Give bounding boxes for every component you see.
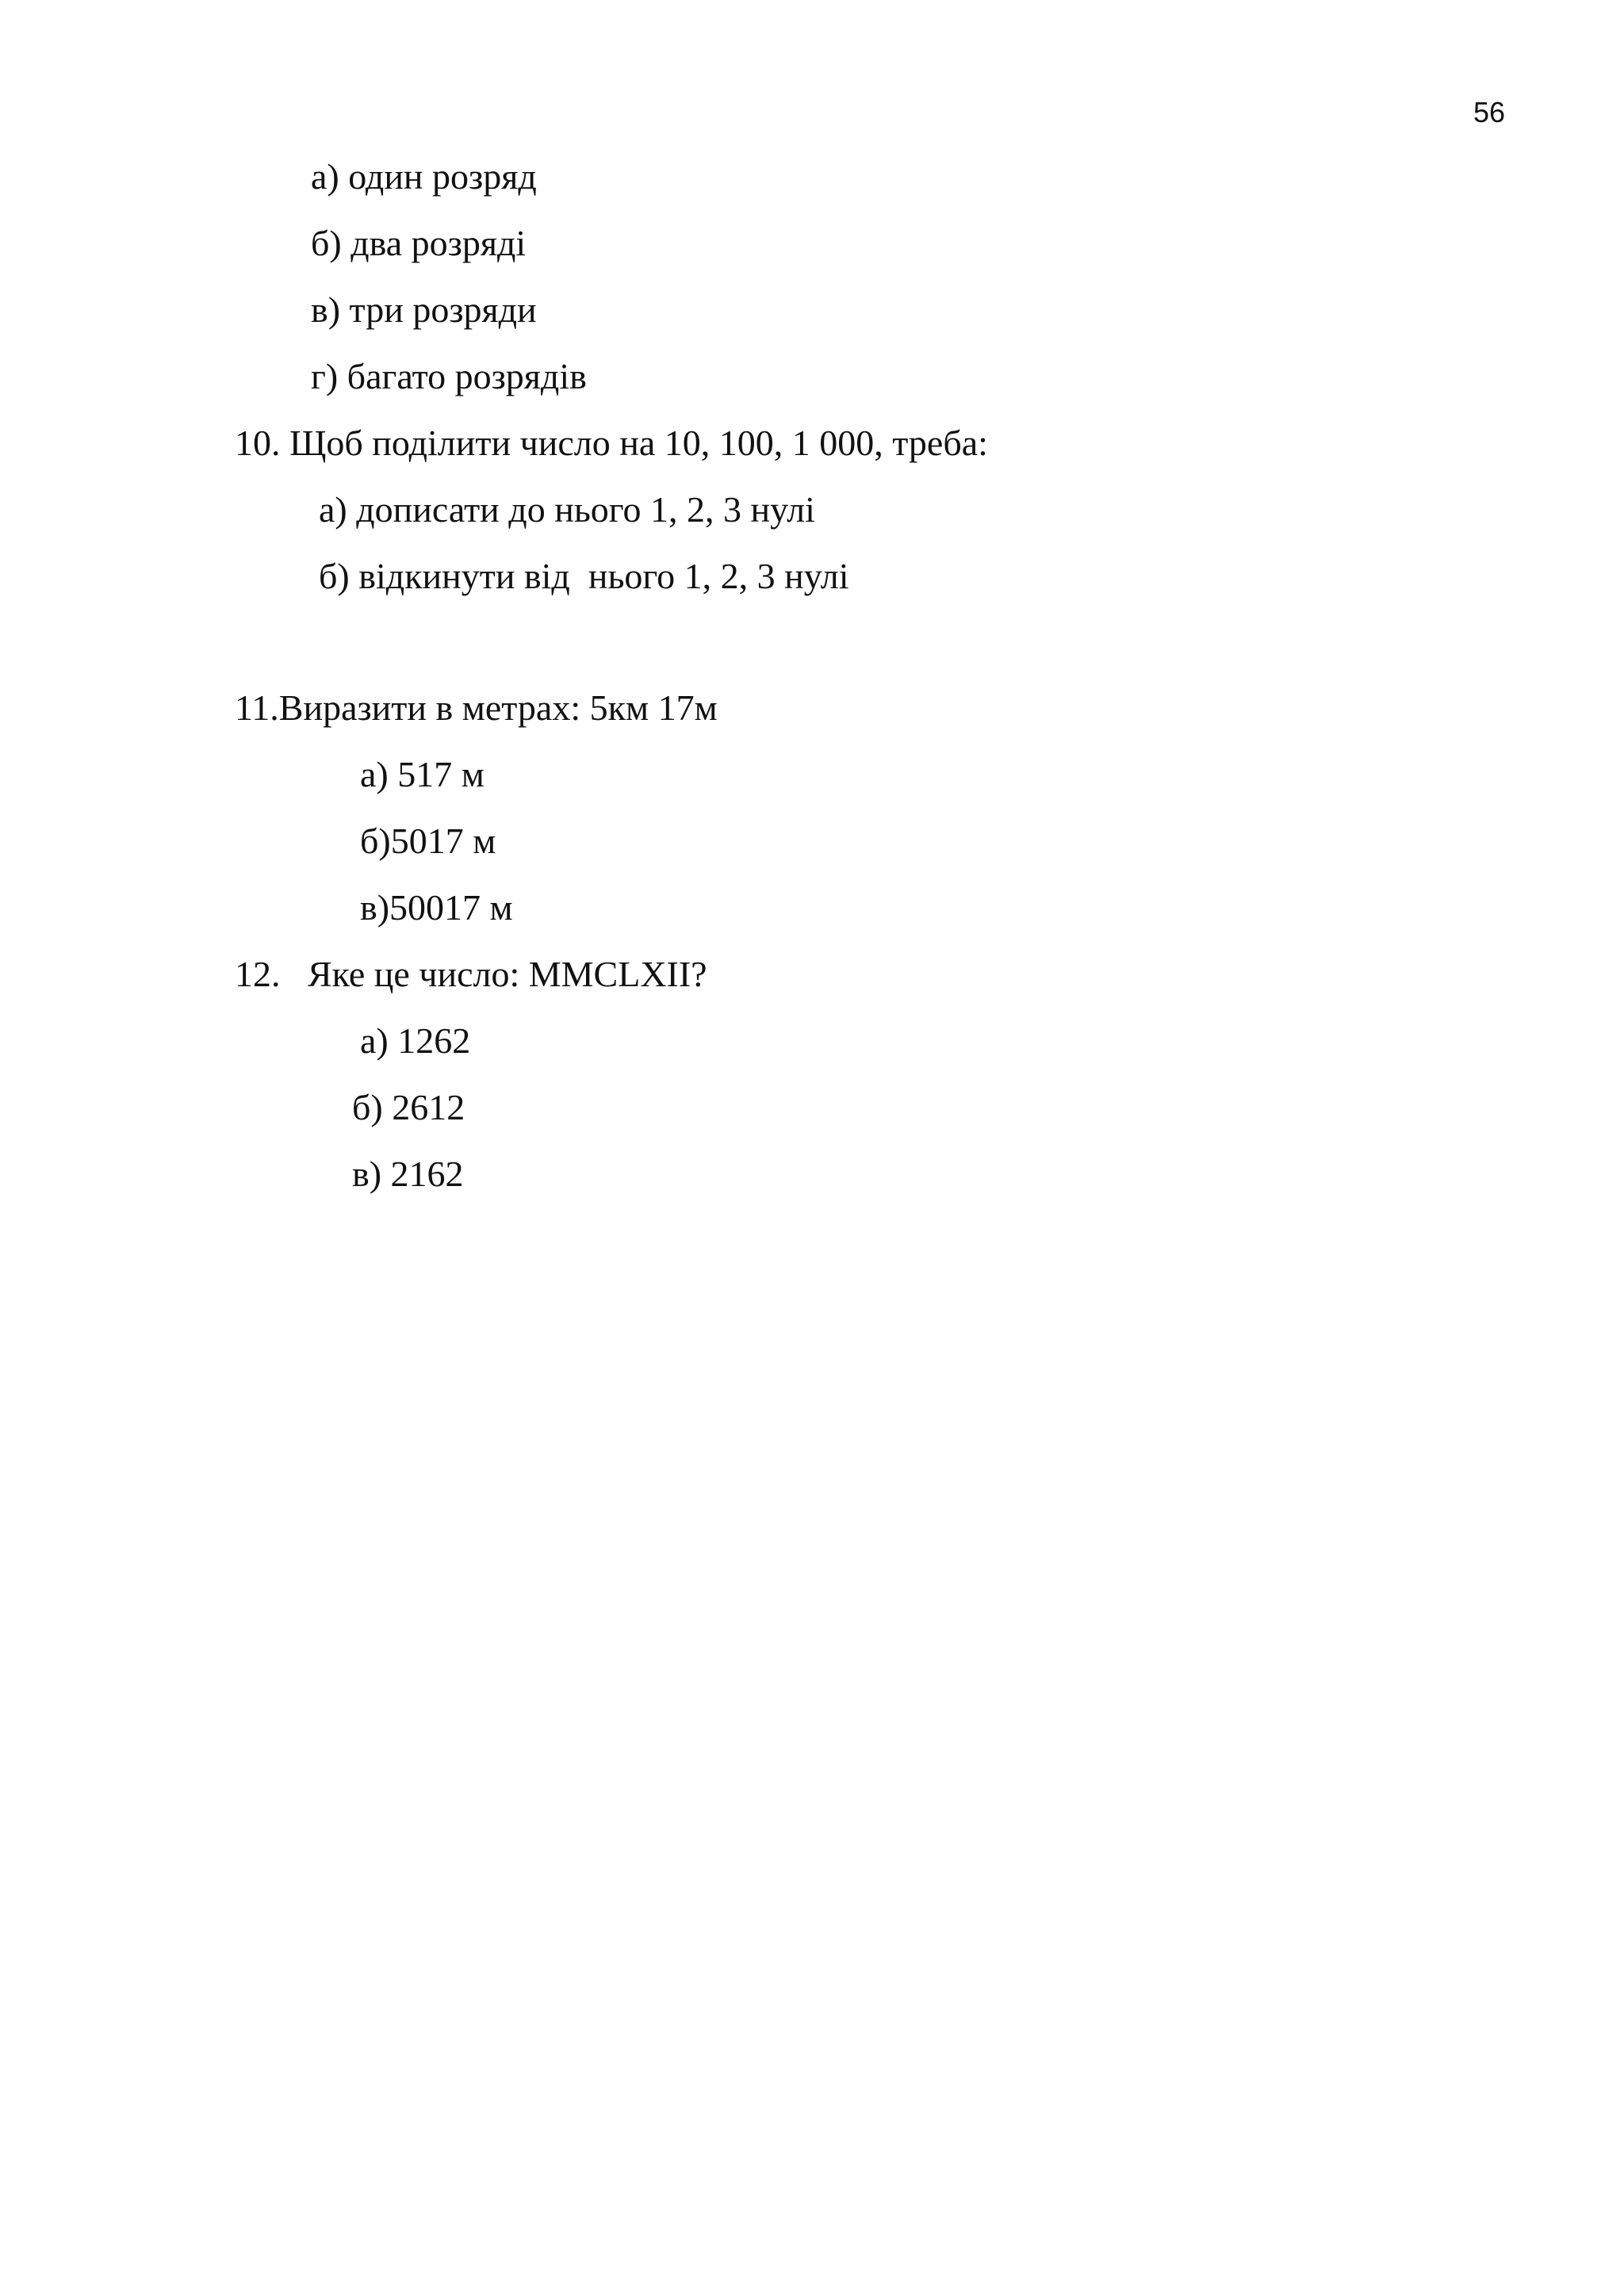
q9-option-c: в) три розряди [311,289,537,330]
page-number: 56 [1473,96,1506,128]
q9-option-d: г) багато розрядів [311,356,587,396]
q10-question: 10. Щоб поділити число на 10, 100, 1 000, треба: [235,423,988,463]
q9-option-a: а) один розряд [311,156,537,197]
q10-option-a: а) дописати до нього 1, 2, 3 нулі [319,489,815,530]
q11-option-c: в)50017 м [360,887,513,928]
q12-option-b: б) 2612 [352,1087,465,1127]
q10-option-b: б) відкинути від нього 1, 2, 3 нулі [319,556,849,596]
q12-question: 12. Яке це число: MMCLXII? [235,954,707,994]
q11-question: 11.Виразити в метрах: 5км 17м [235,687,718,728]
q12-option-c: в) 2162 [352,1154,464,1194]
q9-option-b: б) два розряді [311,223,527,263]
q12-option-a: а) 1262 [360,1020,471,1061]
q11-option-b: б)5017 м [360,821,496,861]
q11-option-a: а) 517 м [360,754,485,794]
